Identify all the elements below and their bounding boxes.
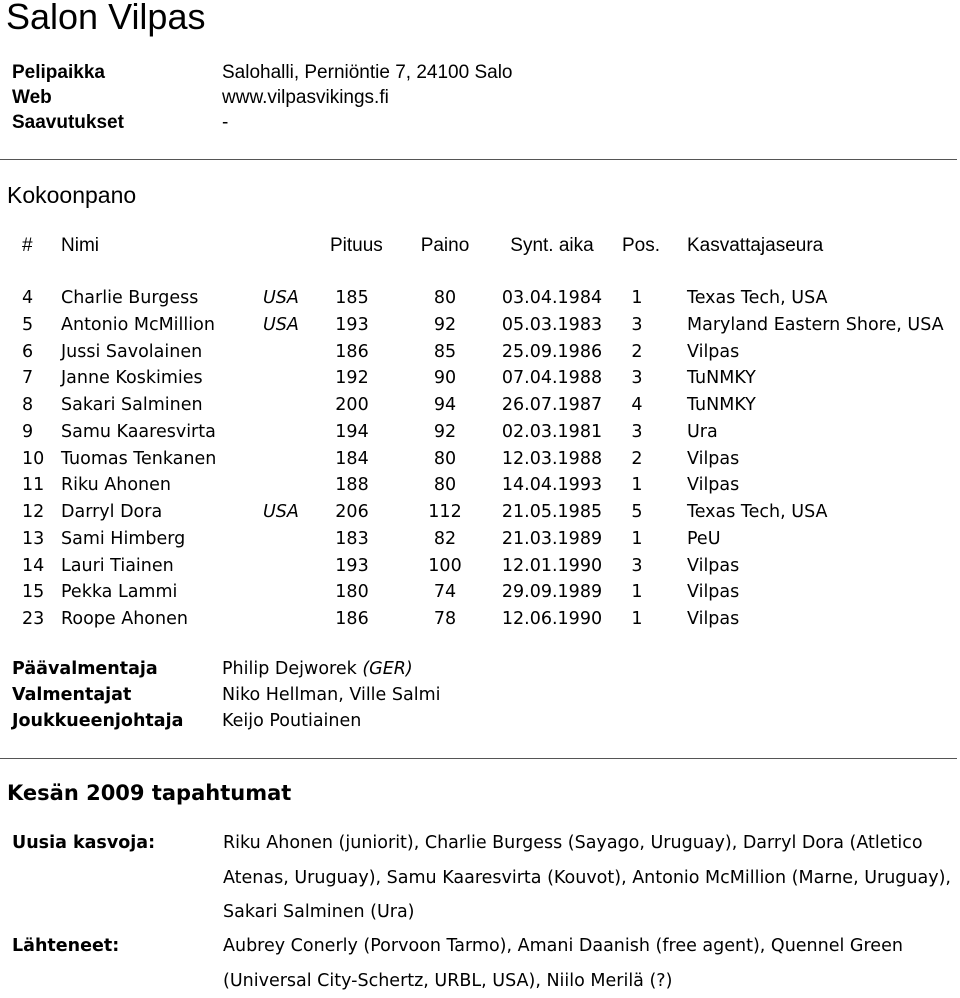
player-club: Vilpas [687,609,740,629]
player-height: 193 [335,314,369,335]
website-link[interactable]: www.vilpasvikings.fi [222,87,389,108]
player-nationality: USA [263,314,299,335]
player-club: Vilpas [687,448,740,469]
departed-players-label: Lähteneet: [12,936,120,956]
player-position: 4 [631,395,643,415]
player-position: 1 [631,609,643,629]
staff-key: Joukkueenjohtaja [12,711,184,731]
info-key: Saavutukset [12,112,124,133]
roster-heading: Kokoonpano [7,182,137,208]
player-weight: 92 [433,314,457,335]
player-birthdate: 26.07.1987 [501,395,603,415]
player-name: Jussi Savolainen [61,341,203,362]
info-value: Salohalli, Perniöntie 7, 24100 Salo [222,62,513,83]
player-weight: 78 [433,609,457,629]
staff-row-head-coach [12,656,440,682]
player-position: 1 [631,288,643,308]
info-row-web [12,85,512,110]
header-position: Pos. [622,235,661,256]
player-number: 23 [22,609,45,629]
player-name: Riku Ahonen [61,475,171,496]
staff-value [222,656,413,682]
player-club: Texas Tech, USA [687,288,828,308]
departed-players-text: Aubrey Conerly (Porvoon Tarmo), Amani Daanish (free agent), Quennel Green (Universal City-Schertz, URBL, USA), Niilo Merilä (?) [223,936,903,991]
info-key: Web [12,87,52,108]
header-club: Kasvattajaseura [687,235,824,256]
player-nationality: USA [263,502,299,522]
player-name: Lauri Tiainen [61,555,174,576]
staff-value: Niko Hellman, Ville Salmi [222,685,441,705]
info-row-achievements [12,110,512,135]
player-club: Vilpas [687,475,740,496]
player-club: TuNMKY [687,368,756,389]
player-height: 200 [335,395,369,415]
table-row [0,419,960,446]
player-club: Texas Tech, USA [687,502,828,522]
player-club: Maryland Eastern Shore, USA [687,314,944,335]
player-name: Antonio McMillion [61,314,215,335]
player-birthdate: 07.04.1988 [501,368,603,389]
page-title: Salon Vilpas [6,0,206,37]
player-name: Charlie Burgess [61,288,199,308]
player-weight: 85 [433,341,457,362]
new-players-text: Riku Ahonen (juniorit), Charlie Burgess (Sayago, Uruguay), Darryl Dora (Atletico Atenas, Uruguay), Samu Kaaresvirta (Kouvot), Antonio McMillion (Marne, Uruguay), Sakari Salminen (Ura) [223,833,951,922]
info-value: - [222,112,229,133]
table-row [0,312,960,339]
staff-key: Päävalmentaja [12,659,158,679]
player-weight: 80 [433,475,457,496]
player-height: 183 [335,528,369,549]
divider [0,159,957,160]
player-position: 3 [631,368,643,389]
player-number: 15 [22,582,45,603]
player-birthdate: 12.06.1990 [501,609,603,629]
staff-key: Valmentajat [12,685,132,705]
player-number: 6 [22,341,34,362]
player-number: 12 [22,502,45,522]
player-weight: 82 [433,528,457,549]
table-row [0,285,960,312]
player-number: 11 [22,475,45,496]
player-position: 3 [631,555,643,576]
player-number: 5 [22,314,34,335]
new-players-label: Uusia kasvoja: [12,833,156,853]
player-number: 9 [22,421,34,442]
player-name: Janne Koskimies [61,368,203,389]
table-row [0,472,960,499]
player-birthdate: 25.09.1986 [501,341,603,362]
table-row [0,526,960,553]
player-number: 4 [22,288,34,308]
player-height: 192 [335,368,369,389]
header-name: Nimi [61,235,99,256]
table-row [0,606,960,633]
roster-header [0,232,960,259]
player-name: Darryl Dora [61,502,163,522]
player-position: 5 [631,502,643,522]
table-row [0,553,960,580]
player-position: 2 [631,448,643,469]
player-club: Vilpas [687,555,740,576]
player-height: 186 [335,609,369,629]
player-weight: 80 [433,448,457,469]
staff-row-coaches [12,682,440,708]
head-coach-nationality: (GER) [362,659,413,679]
table-row [0,365,960,392]
player-birthdate: 12.03.1988 [501,448,603,469]
player-club: Ura [687,421,718,442]
header-born: Synt. aika [510,235,594,256]
player-birthdate: 05.03.1983 [501,314,603,335]
player-birthdate: 21.03.1989 [501,528,603,549]
player-name: Sami Himberg [61,528,186,549]
player-weight: 90 [433,368,457,389]
player-weight: 100 [428,555,462,576]
player-height: 193 [335,555,369,576]
player-weight: 94 [433,395,457,415]
player-name: Samu Kaaresvirta [61,421,216,442]
staff-info [12,656,440,734]
header-weight: Paino [420,235,470,256]
player-club: Vilpas [687,341,740,362]
player-position: 1 [631,528,643,549]
player-weight: 74 [433,582,457,603]
player-number: 13 [22,528,45,549]
player-height: 186 [335,341,369,362]
table-row [0,339,960,366]
player-position: 1 [631,475,643,496]
player-birthdate: 29.09.1989 [501,582,603,603]
club-info [12,60,512,135]
info-key: Pelipaikka [12,62,105,83]
player-number: 8 [22,395,34,415]
player-height: 188 [335,475,369,496]
player-birthdate: 03.04.1984 [501,288,603,308]
player-birthdate: 12.01.1990 [501,555,603,576]
player-weight: 80 [433,288,457,308]
player-height: 194 [335,421,369,442]
player-name: Roope Ahonen [61,609,188,629]
player-weight: 92 [433,421,457,442]
player-number: 7 [22,368,34,389]
header-height: Pituus [330,235,383,256]
player-number: 14 [22,555,45,576]
table-row [0,446,960,473]
player-height: 184 [335,448,369,469]
table-row [0,499,960,526]
events-heading: Kesän 2009 tapahtumat [7,781,292,805]
player-birthdate: 21.05.1985 [501,502,603,522]
staff-value: Keijo Poutiainen [222,711,362,731]
player-name: Sakari Salminen [61,395,203,415]
table-row [0,392,960,419]
player-name: Tuomas Tenkanen [61,448,217,469]
player-nationality: USA [263,288,299,308]
head-coach-name: Philip Dejworek [222,659,357,679]
player-birthdate: 14.04.1993 [501,475,603,496]
player-height: 206 [335,502,369,522]
player-height: 180 [335,582,369,603]
player-position: 1 [631,582,643,603]
player-name: Pekka Lammi [61,582,178,603]
player-club: PeU [687,528,721,549]
info-row-venue [12,60,512,85]
header-number: # [22,235,33,256]
table-row [0,579,960,606]
player-height: 185 [335,288,369,308]
player-birthdate: 02.03.1981 [501,421,603,442]
player-club: Vilpas [687,582,740,603]
player-club: TuNMKY [687,395,756,415]
player-position: 3 [631,314,643,335]
divider [0,758,957,759]
staff-row-manager [12,708,440,734]
player-number: 10 [22,448,45,469]
player-weight: 112 [428,502,462,522]
player-position: 2 [631,341,643,362]
player-position: 3 [631,421,643,442]
